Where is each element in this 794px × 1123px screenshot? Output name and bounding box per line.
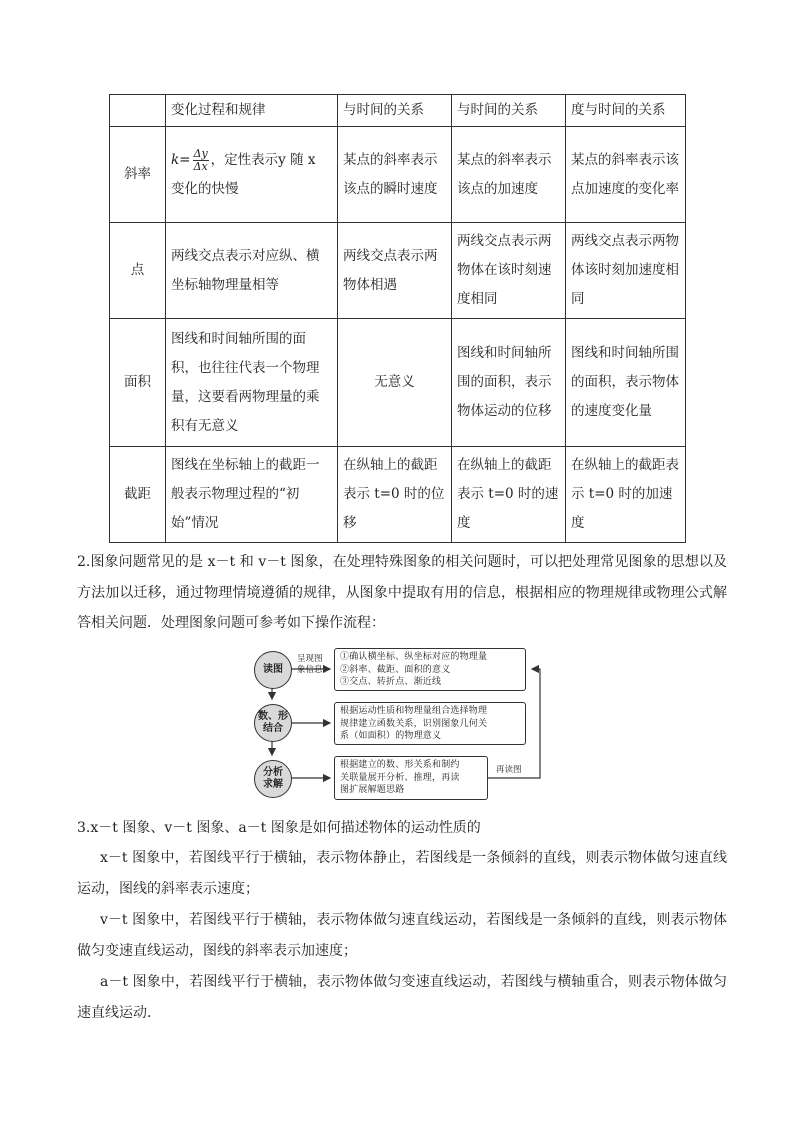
step-label: 数、形 xyxy=(258,711,288,722)
step-label: 分析 xyxy=(263,767,283,778)
table-cell: 两线交点表示两物体相遇 xyxy=(338,223,452,319)
box-line: 系（如面积）的物理意义 xyxy=(340,731,442,741)
box-line: 关联量展开分析、推理，再读 xyxy=(340,772,460,783)
step-label: 求解 xyxy=(263,779,283,790)
table-cell-text: ，定性表示y 随 x 变化的快慢 xyxy=(171,151,316,197)
table-row xyxy=(110,319,686,447)
table-cell: 两线交点表示两物体在该时刻速度相同 xyxy=(452,223,566,319)
table-cell: 某点的斜率表示该点的加速度 xyxy=(452,127,566,223)
fraction xyxy=(193,148,209,173)
step-combine xyxy=(254,704,292,742)
box-line: 根据运动性质和物理量组合选择物理 xyxy=(340,706,488,716)
table-cell: 两线交点表示对应纵、横坐标轴物理量相等 xyxy=(166,223,338,319)
paragraph-3-xt: x－t 图象中，若图线平行于横轴，表示物体静止，若图线是一条倾斜的直线，则表示物体做匀速直线运动，图线的斜率表示速度； xyxy=(77,850,727,897)
table-cell: 图线和时间轴所围的面积，表示物体运动的位移 xyxy=(452,319,566,447)
table-cell: 图线和时间轴所围的面积，也往往代表一个物理量，这要看两物理量的乘积有无意义 xyxy=(166,319,338,447)
step-label: 结合 xyxy=(263,723,283,734)
table-cell xyxy=(166,127,338,223)
info-box-3 xyxy=(334,756,488,800)
fraction-denominator: Δx xyxy=(193,159,208,173)
formula-prefix: k= xyxy=(171,151,191,168)
row-label: 斜率 xyxy=(110,127,166,223)
table-cell: 在纵轴上的截距表示 t=0 时的加速度 xyxy=(566,447,686,543)
table-cell: 无意义 xyxy=(338,319,452,447)
box-line: ①确认横坐标、纵坐标对应的物理量 xyxy=(340,652,488,662)
table-header-cell: 度与时间的关系 xyxy=(566,95,686,127)
table-row xyxy=(110,127,686,223)
box-line: 规律建立函数关系，识别图象几何关 xyxy=(340,718,488,729)
reread-label: 再读图 xyxy=(496,765,522,775)
step-label: 读图 xyxy=(263,664,283,675)
table-cell: 图线和时间轴所围的面积，表示物体的速度变化量 xyxy=(566,319,686,447)
box-line: ②斜率、截距、面积的意义 xyxy=(340,664,451,675)
table-row xyxy=(110,447,686,543)
table-cell: 在纵轴上的截距表示 t=0 时的速度 xyxy=(452,447,566,543)
info-box-1 xyxy=(334,648,526,691)
table-cell: 图线在坐标轴上的截距一般表示物理过程的“初始”情况 xyxy=(166,447,338,543)
paragraph-3-at: a－t 图象中，若图线平行于横轴，表示物体做匀变速直线运动，若图线与横轴重合，则表示物体做匀速直线运动． xyxy=(77,974,727,1021)
paragraph-3-vt: v－t 图象中，若图线平行于横轴，表示物体做匀速直线运动，若图线是一条倾斜的直线，则表示物体做匀变速直线运动，图线的斜率表示加速度； xyxy=(77,912,727,959)
row-label: 截距 xyxy=(110,447,166,543)
arrow-label: 呈现图 象信息 xyxy=(297,654,323,675)
table-cell: 在纵轴上的截距表示 t=0 时的位移 xyxy=(338,447,452,543)
box-line: 图扩展解题思路 xyxy=(340,785,405,795)
box-line: ③交点、转折点、渐近线 xyxy=(340,677,442,687)
table-row xyxy=(110,223,686,319)
table-header-cell: 与时间的关系 xyxy=(452,95,566,127)
step-analyze xyxy=(254,760,292,798)
table-header-row xyxy=(110,95,686,127)
table-cell: 某点的斜率表示该点的瞬时速度 xyxy=(338,127,452,223)
comparison-table xyxy=(109,94,686,543)
row-label: 点 xyxy=(110,223,166,319)
paragraph-2: 2.图象问题常见的是 x－t 和 v－t 图象，在处理特殊图象的相关问题时，可以把处理常见图象的思想以及方法加以迁移，通过物理情境遵循的规律，从图象中提取有用的信息，根据相应的物理规律或物理公式解答相关问题．处理图象问题可参考如下操作流程： xyxy=(77,554,727,631)
process-flow-diagram xyxy=(250,643,550,803)
table-header-cell: 与时间的关系 xyxy=(338,95,452,127)
info-box-2 xyxy=(334,702,526,745)
row-label: 面积 xyxy=(110,319,166,447)
step-read-graph xyxy=(254,651,292,689)
box-line: 根据建立的数、形关系和制约 xyxy=(340,760,460,770)
table-header-cell: 变化过程和规律 xyxy=(166,95,338,127)
table-header-cell xyxy=(110,95,166,127)
fraction-numerator: Δy xyxy=(193,146,208,160)
table-cell: 某点的斜率表示该点加速度的变化率 xyxy=(566,127,686,223)
table-cell: 两线交点表示两物体该时刻加速度相同 xyxy=(566,223,686,319)
paragraph-3-title: 3.x－t 图象、v－t 图象、a－t 图象是如何描述物体的运动性质的 xyxy=(77,820,481,836)
